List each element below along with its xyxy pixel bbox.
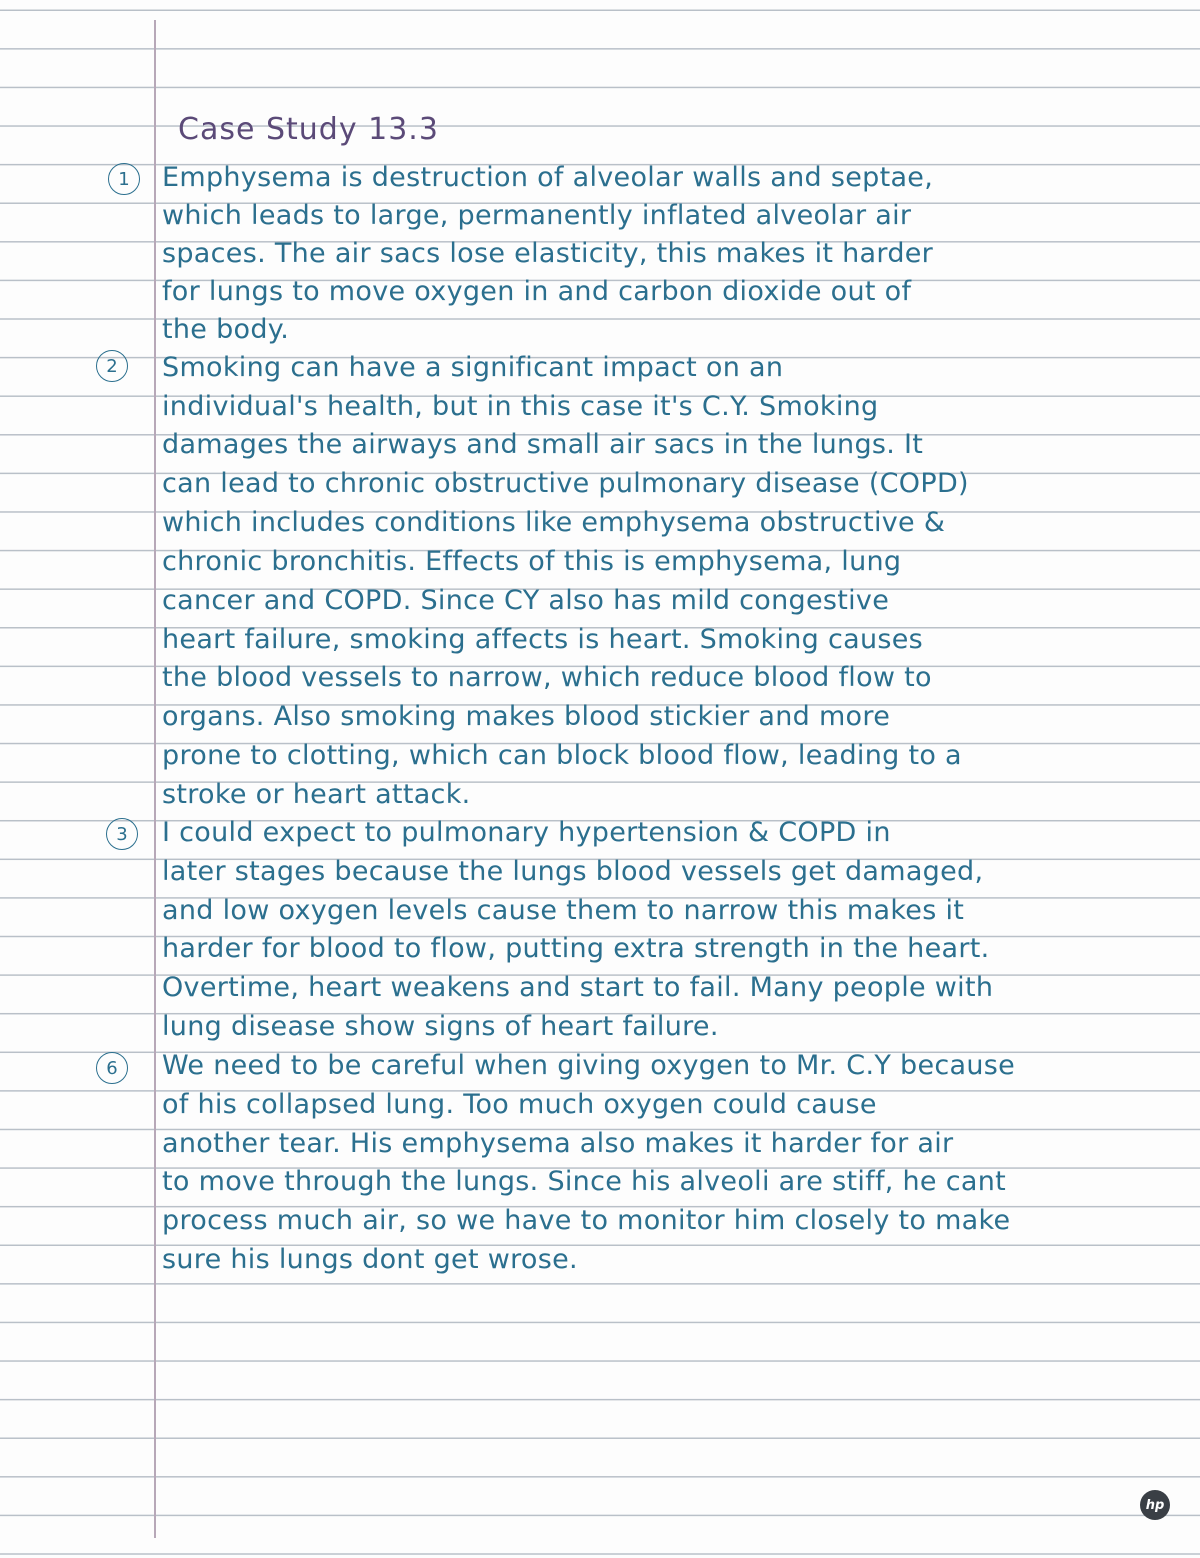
page-title: Case Study 13.3 [178, 112, 439, 147]
answer-1-line-1: Emphysema is destruction of alveolar walls and septae, [162, 162, 934, 193]
answer-6-line-1: We need to be careful when giving oxygen to Mr. C.Y because [162, 1050, 1016, 1081]
answer-3-line-2: later stages because the lungs blood vessels get damaged, [162, 856, 984, 887]
answer-6-line-5: process much air, so we have to monitor him closely to make [162, 1205, 1011, 1236]
answer-3-line-6: lung disease show signs of heart failure. [162, 1011, 719, 1042]
answer-2-line-7: cancer and COPD. Since CY also has mild congestive [162, 585, 890, 616]
answer-number-6: 6 [96, 1052, 128, 1084]
answer-number-2: 2 [96, 350, 128, 382]
answer-3-line-4: harder for blood to flow, putting extra strength in the heart. [162, 933, 990, 964]
answer-3-line-5: Overtime, heart weakens and start to fail. Many people with [162, 972, 994, 1003]
answer-2-line-1: Smoking can have a significant impact on an [162, 352, 784, 383]
answer-2-line-8: heart failure, smoking affects is heart. Smoking causes [162, 624, 924, 655]
answer-2-line-11: prone to clotting, which can block blood flow, leading to a [162, 740, 962, 771]
answer-2-line-3: damages the airways and small air sacs in the lungs. It [162, 429, 924, 460]
answer-2-line-4: can lead to chronic obstructive pulmonary disease (COPD) [162, 468, 969, 499]
margin-line [154, 20, 156, 1538]
answer-number-1: 1 [108, 163, 140, 195]
answer-2-line-5: which includes conditions like emphysema obstructive & [162, 507, 946, 538]
hp-logo-icon: hp [1140, 1490, 1170, 1520]
answer-number-3: 3 [106, 818, 138, 850]
answer-1-line-3: spaces. The air sacs lose elasticity, this makes it harder [162, 238, 934, 269]
answer-2-line-6: chronic bronchitis. Effects of this is emphysema, lung [162, 546, 902, 577]
answer-3-line-3: and low oxygen levels cause them to narrow this makes it [162, 895, 965, 926]
answer-3-line-1: I could expect to pulmonary hypertension & COPD in [162, 817, 891, 848]
answer-6-line-6: sure his lungs dont get wrose. [162, 1244, 578, 1275]
answer-6-line-4: to move through the lungs. Since his alveoli are stiff, he cant [162, 1166, 1007, 1197]
answer-2-line-12: stroke or heart attack. [162, 779, 471, 810]
answer-2-line-9: the blood vessels to narrow, which reduce blood flow to [162, 662, 932, 693]
answer-1-line-2: which leads to large, permanently inflated alveolar air [162, 200, 912, 231]
answer-1-line-5: the body. [162, 314, 290, 345]
answer-6-line-3: another tear. His emphysema also makes it harder for air [162, 1128, 954, 1159]
answer-6-line-2: of his collapsed lung. Too much oxygen could cause [162, 1089, 877, 1120]
answer-1-line-4: for lungs to move oxygen in and carbon dioxide out of [162, 276, 912, 307]
answer-2-line-10: organs. Also smoking makes blood stickier and more [162, 701, 891, 732]
answer-2-line-2: individual's health, but in this case it's C.Y. Smoking [162, 391, 879, 422]
